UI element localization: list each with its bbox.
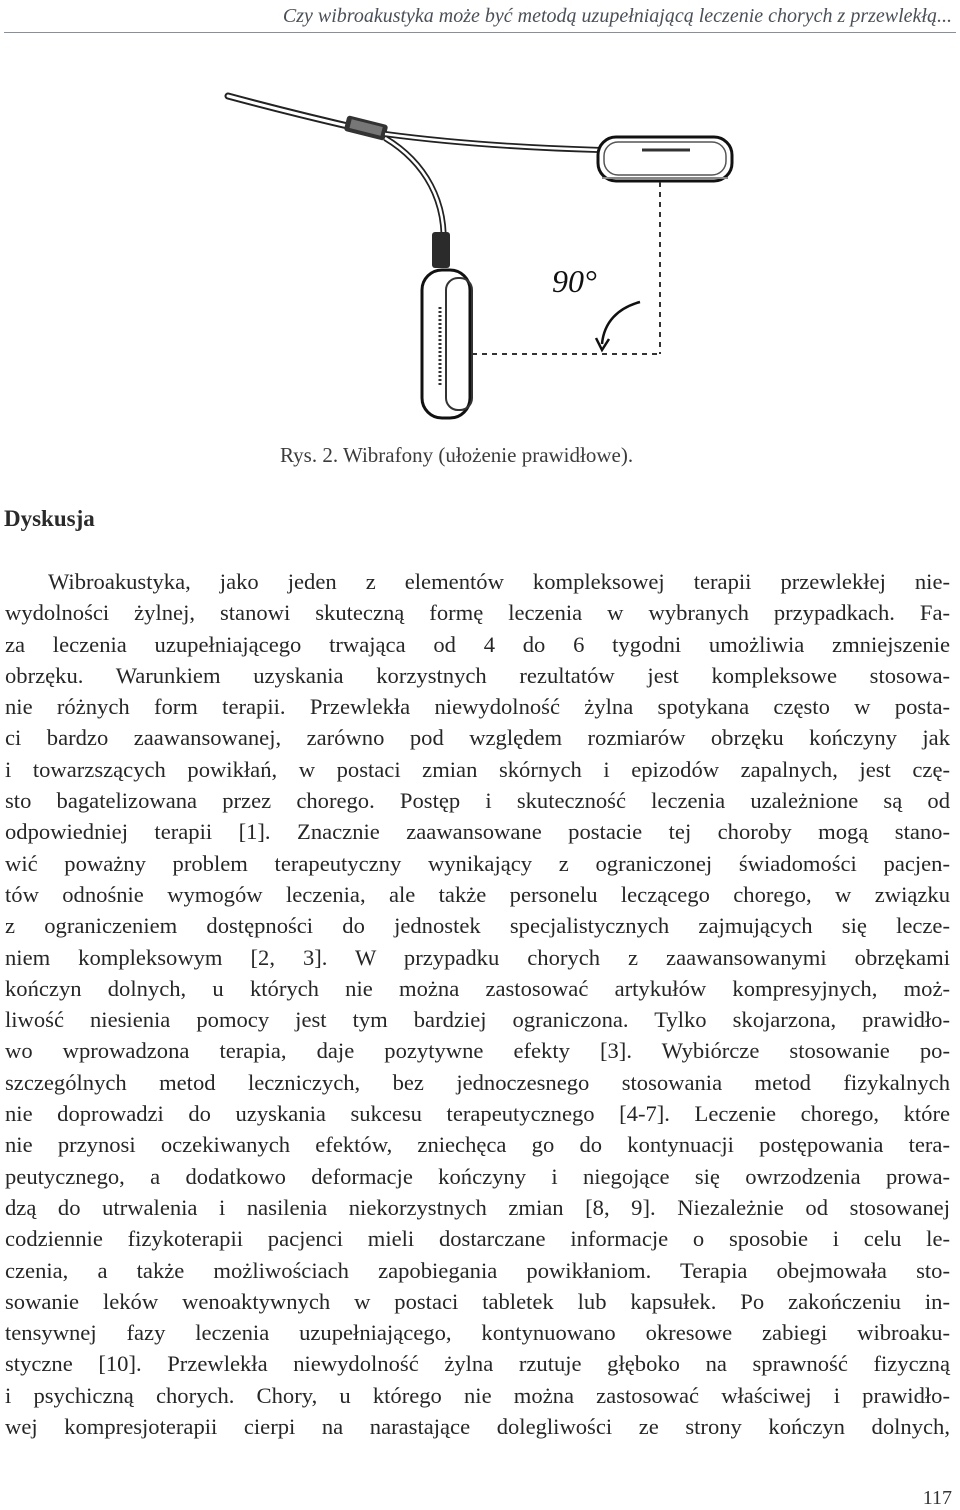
cable-connector xyxy=(432,232,450,268)
figure-caption: Rys. 2. Wibrafony (ułożenie prawidłowe). xyxy=(280,443,634,467)
text-line: dzą do utrwalenia i nasilenia niekorzystnych zmian [8, 9]. Niezależnie od stosowanej xyxy=(5,1194,950,1220)
text-line: czenia, a także możliwościach zapobiegania powikłaniom. Terapia obejmowała sto- xyxy=(5,1257,950,1283)
text-line: nie przynosi oczekiwanych efektów, zniechęca go do kontynuacji postępowania tera- xyxy=(5,1132,950,1158)
text-line: Wibroakustyka, jako jeden z elementów kompleksowej terapii przewlekłej nie- xyxy=(48,569,950,594)
text-line: sto bagatelizowana przez chorego. Postęp i skuteczność leczenia uzależnione są od xyxy=(5,788,950,814)
body-paragraph xyxy=(5,566,950,1442)
text-line: wo wprowadzona terapia, daje pozytywne efekty [3]. Wybiórcze stosowanie po- xyxy=(5,1038,950,1064)
text-line: ci bardzo zaawansowanej, zarówno pod względem rozmiarów obrzęku kończyny jak xyxy=(5,725,950,751)
running-head: Czy wibroakustyka może być metodą uzupełniającą leczenie chorych z przewlekłą... xyxy=(282,5,952,27)
text-line: codziennie fizykoterapii pacjenci mieli dostarczane informacje o sposobie i celu le- xyxy=(5,1226,950,1252)
text-line: niem kompleksowym [2, 3]. W przypadku chorych z zaawansowanymi obrzękami xyxy=(5,944,950,970)
text-line: sowanie leków wenoaktywnych w postaci tabletek lub kapsułek. Po zakończeniu in- xyxy=(5,1288,950,1314)
text-line: szczególnych metod leczniczych, bez jednoczesnego stosowania metod fizykalnych xyxy=(5,1069,950,1095)
text-line: tensywnej fazy leczenia uzupełniającego, kontynuowano okresowe zabiegi wibroaku- xyxy=(5,1320,950,1346)
vibraphone-illustration xyxy=(200,82,760,432)
text-line: za leczenia uzupełniającego trwająca od 4 do 6 tygodni umożliwia zmniejszenie xyxy=(5,631,950,657)
header-rule xyxy=(4,32,956,33)
text-line: kończyn dolnych, u których nie można zastosować artykułów kompresyjnych, moż- xyxy=(5,975,950,1001)
text-line: wić poważny problem terapeutyczny wynikający z ograniczonej świadomości pacjen- xyxy=(5,850,950,876)
cable-upper-branch xyxy=(385,134,600,150)
section-heading-discussion: Dyskusja xyxy=(4,506,95,531)
vibraphone-top xyxy=(598,137,732,181)
text-line: tów odnośnie wymogów leczenia, ale także personelu leczącego chorego, w związku xyxy=(5,881,950,907)
text-line: styczne [10]. Przewlekła niewydolność żylna rzutuje głęboko na sprawność fizyczną xyxy=(5,1351,950,1377)
text-line: nie doprowadzi do uzyskania sukcesu terapeutycznego [4-7]. Leczenie chorego, które xyxy=(5,1101,950,1127)
text-line: odpowiedniej terapii [1]. Znacznie zaawansowane postacie tej choroby mogą stano- xyxy=(5,819,950,845)
text-line: wej kompresjoterapii cierpi na narastające dolegliwości ze strony kończyn dolnych, xyxy=(5,1414,950,1440)
page-number: 117 xyxy=(922,1487,952,1509)
text-line: wydolności żylnej, stanowi skuteczną formę leczenia w wybranych przypadkach. Fa- xyxy=(5,600,950,626)
cable-main-inner xyxy=(228,96,365,130)
text-line: z ograniczeniem dostępności do jednostek specjalistycznych zajmujących się lecze- xyxy=(5,913,950,939)
text-line: obrzęku. Warunkiem uzyskania korzystnych rezultatów jest kompleksowe stosowa- xyxy=(5,662,950,688)
angle-arc xyxy=(602,302,640,344)
text-line: i towarzszących powikłań, w postaci zmian skórnych i epizodów zapalnych, jest czę- xyxy=(5,756,950,782)
figure-vibraphones xyxy=(200,82,760,432)
vibraphone-side xyxy=(422,270,472,418)
text-line: nie różnych form terapii. Przewlekła niewydolność żylna spotykana często w posta- xyxy=(5,694,950,720)
text-line: liwość niesienia pomocy jest tym bardziej ograniczona. Tylko skojarzona, prawidło- xyxy=(5,1007,950,1033)
text-line: peutycznego, a dodatkowo deformacje kończyny i niegojące się owrzodzenia prowa- xyxy=(5,1163,950,1189)
text-line: i psychiczną chorych. Chory, u którego nie można zastosować właściwej i prawidło- xyxy=(5,1382,950,1408)
angle-label: 90° xyxy=(552,263,597,299)
